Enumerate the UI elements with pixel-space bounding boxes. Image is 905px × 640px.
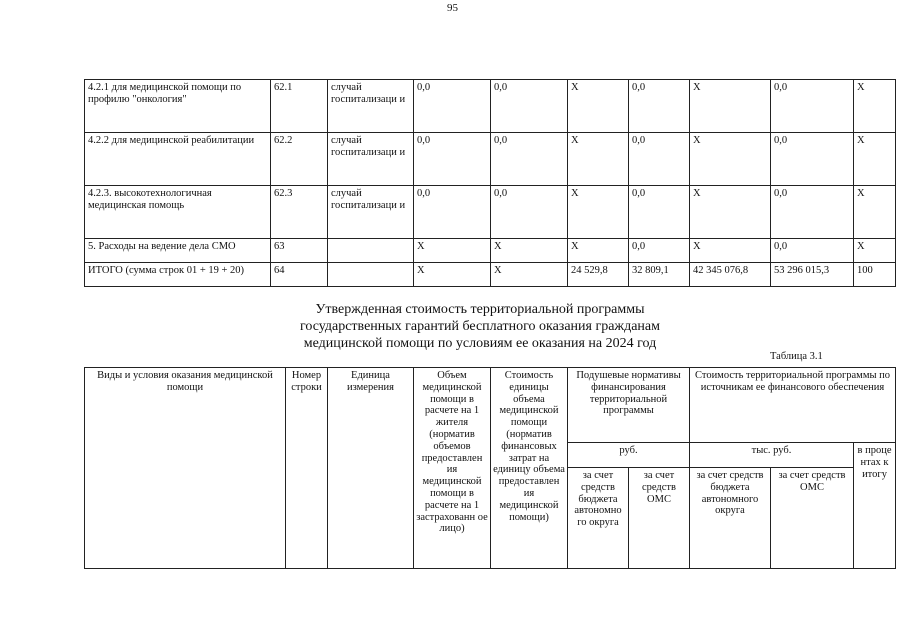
table-cell-c9: 53 296 015,3 <box>771 263 854 287</box>
table-cell-c7: 0,0 <box>629 80 690 133</box>
table-cell-c10: X <box>854 80 896 133</box>
costs-table-continued <box>84 79 896 287</box>
table-cell-unit: случай госпитализаци и <box>328 80 414 133</box>
table-cell-c10: X <box>854 186 896 239</box>
table-cell-c4: 0,0 <box>414 133 491 186</box>
table-cell-c6: X <box>568 186 629 239</box>
table-cell-c8: X <box>690 133 771 186</box>
table-cell-c6: X <box>568 239 629 263</box>
table-cell-c6: X <box>568 80 629 133</box>
table-row <box>85 80 896 133</box>
table-cell-c9: 0,0 <box>771 186 854 239</box>
header-oms: за счет средств ОМС <box>629 468 690 569</box>
table-cell-c7: 32 809,1 <box>629 263 690 287</box>
table-cell-c5: 0,0 <box>491 80 568 133</box>
table-row <box>85 186 896 239</box>
table-row <box>85 239 896 263</box>
title-line: государственных гарантий бесплатного оказания гражданам <box>299 319 660 334</box>
table-cell-c8: X <box>690 239 771 263</box>
table-cell-c9: 0,0 <box>771 80 854 133</box>
table-cell-unit: случай госпитализаци и <box>328 186 414 239</box>
header-thousand-rub: тыс. руб. <box>690 443 854 468</box>
header-budget-ao-thousand: за счет средств бюджета автономного округа <box>690 468 771 569</box>
table-cell-c9: 0,0 <box>771 239 854 263</box>
table-cell-c6: 24 529,8 <box>568 263 629 287</box>
table-cell-c4: 0,0 <box>414 186 491 239</box>
table-cell-name: 4.2.3. высокотехнологичная медицинская помощь <box>85 186 271 239</box>
table-cell-c10: X <box>854 239 896 263</box>
header-percent: в проце нтах к итогу <box>854 443 896 569</box>
table-cell-name: ИТОГО (сумма строк 01 + 19 + 20) <box>85 263 271 287</box>
table-cell-name: 4.2.2 для медицинской реабилитации <box>85 133 271 186</box>
header-volume: Объем медицинской помощи в расчете на 1 жителя (норматив объемов предоставлен ия медицинской помощи в расчете на 1 застрахованн ое лицо) <box>414 368 491 569</box>
table-cell-unit: случай госпитализаци и <box>328 133 414 186</box>
header-unit-cost: Стоимость единицы объема медицинской помощи (норматив финансовых затрат на единицу объема предоставлен ия медицинской помощи) <box>491 368 568 569</box>
table-cell-c5: X <box>491 263 568 287</box>
program-cost-table-header <box>84 367 896 569</box>
table-cell-c8: 42 345 076,8 <box>690 263 771 287</box>
table-cell-code: 63 <box>271 239 328 263</box>
table-cell-c6: X <box>568 133 629 186</box>
table-cell-c10: X <box>854 133 896 186</box>
table-cell-unit <box>328 239 414 263</box>
table-cell-code: 62.3 <box>271 186 328 239</box>
header-types-of-care: Виды и условия оказания медицинской помощи <box>85 368 286 569</box>
table-cell-c10: 100 <box>854 263 896 287</box>
table-cell-c7: 0,0 <box>629 133 690 186</box>
header-program-cost: Стоимость территориальной программы по источникам ее финансового обеспечения <box>690 368 896 443</box>
table-cell-c7: 0,0 <box>629 239 690 263</box>
title-line: медицинской помощи по условиям ее оказания на 2024 год <box>303 336 657 351</box>
table-cell-code: 64 <box>271 263 328 287</box>
header-oms-thousand: за счет средств ОМС <box>771 468 854 569</box>
table-cell-c7: 0,0 <box>629 186 690 239</box>
table-cell-code: 62.2 <box>271 133 328 186</box>
table-cell-c4: X <box>414 239 491 263</box>
table-cell-c5: X <box>491 239 568 263</box>
table-row <box>85 133 896 186</box>
title-line: Утвержденная стоимость территориальной программы <box>315 302 645 317</box>
section-title <box>250 301 710 352</box>
header-rub: руб. <box>568 443 690 468</box>
header-unit: Единица измерения <box>328 368 414 569</box>
table-cell-name: 5. Расходы на ведение дела СМО <box>85 239 271 263</box>
table-cell-c8: X <box>690 186 771 239</box>
table-cell-c9: 0,0 <box>771 133 854 186</box>
table-row <box>85 263 896 287</box>
page-number: 95 <box>447 2 458 14</box>
table-cell-c5: 0,0 <box>491 133 568 186</box>
table-label: Таблица 3.1 <box>770 351 823 362</box>
header-per-capita: Подушевые нормативы финансирования территориальной программы <box>568 368 690 443</box>
header-budget-ao: за счет средств бюджета автономно го округа <box>568 468 629 569</box>
table-cell-code: 62.1 <box>271 80 328 133</box>
table-cell-c4: 0,0 <box>414 80 491 133</box>
table-cell-c5: 0,0 <box>491 186 568 239</box>
table-cell-unit <box>328 263 414 287</box>
table-cell-c8: X <box>690 80 771 133</box>
table-cell-c4: X <box>414 263 491 287</box>
header-row-number: Номер строки <box>286 368 328 569</box>
table-cell-name: 4.2.1 для медицинской помощи по профилю "онкология" <box>85 80 271 133</box>
